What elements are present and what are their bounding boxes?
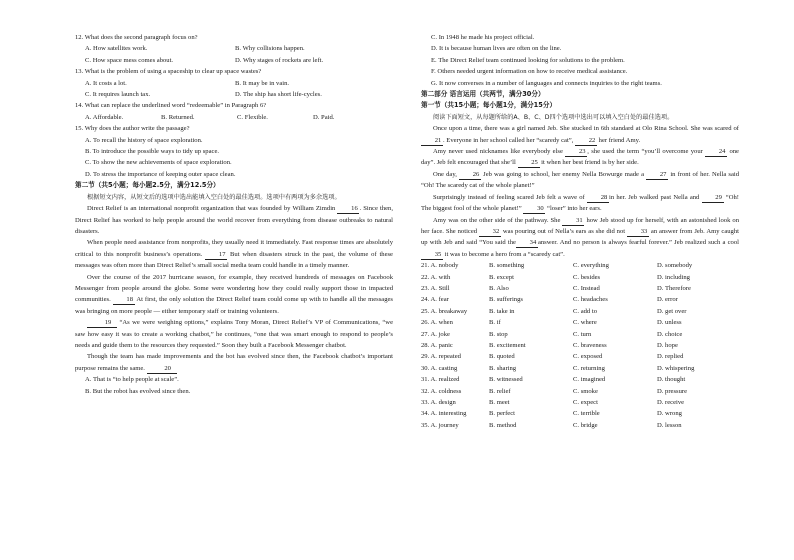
choice-option: D. unless [657, 319, 682, 327]
blank-25: 25 [518, 158, 540, 168]
c2-text-a: Amy never used nicknames like everybody else [433, 148, 563, 156]
choice-option: 23. A. Still [421, 284, 450, 292]
choice-option: C. smoke [573, 387, 598, 395]
q13-options-2 [75, 89, 393, 100]
passage-paragraph-4 [75, 317, 393, 351]
choice-option: D. get over [657, 307, 687, 315]
choice-row [421, 386, 739, 397]
choice-row [421, 420, 739, 431]
blank-16: 16 [337, 204, 359, 214]
blank-33: 33 [627, 227, 649, 237]
q14-options [75, 112, 393, 123]
choice-row [421, 329, 739, 340]
choice-row [421, 408, 739, 419]
choice-option: D. receive [657, 399, 685, 406]
choice-option: D. hope [657, 341, 678, 349]
c4-text-d: “loser” into her ears. [547, 205, 602, 213]
choice-option: 35. A. journey [421, 421, 459, 429]
choice-option: D. whispering [657, 364, 695, 372]
cloze-paragraph-1 [421, 123, 739, 146]
right-column [421, 32, 739, 431]
choice-option: C. Instead [573, 284, 600, 292]
passage-paragraph-3 [75, 272, 393, 318]
choice-option: 34. A. interesting [421, 410, 467, 418]
q13-option-d: D. The ship has short life-cycles. [235, 91, 322, 99]
q13-options [75, 78, 393, 89]
q14-option-b: B. Returned. [161, 113, 195, 121]
choice-option: D. lesson [657, 421, 682, 429]
choice-option: C. besides [573, 273, 601, 281]
q14-stem: 14. What can replace the underlined word “redeemable” in Paragraph 6? [75, 102, 267, 110]
choice-option: C. returning [573, 364, 605, 372]
p2-text-b: But when disasters struck in the past, the volume of these messages was often more than Direct Relief’s small social media team could handle in a timely manner. [75, 250, 393, 270]
section-instructions: 根据短文内容，从短文后的选项中选出能填入空白处的最佳选项。选项中有两项为多余选项。 [87, 193, 341, 201]
blank-20: 20 [147, 364, 177, 374]
option-b: B. But the robot has evolved since then. [85, 387, 191, 395]
c4-text-b: in her. Jeb walked past Nella and [608, 193, 700, 201]
q15-option-b: B. To introduce the possible ways to tidy up space. [85, 148, 220, 156]
choice-row [421, 374, 739, 385]
c5-text-e: answer. And no person is always fearful forever.” Jeb realized such a cool [537, 239, 739, 247]
c5-text-d: an answer from Jeb. Amy caught up with Jeb and said “You said the [421, 227, 739, 247]
choice-option: C. terrible [573, 410, 600, 418]
passage-paragraph-2 [75, 237, 393, 271]
choice-option: D. pressure [657, 387, 688, 395]
q15-option-c: C. To show the new achievements of space exploration. [85, 159, 232, 167]
choice-option: C. braveness [573, 341, 607, 349]
blank-22: 22 [575, 136, 597, 146]
blank-26: 26 [459, 170, 481, 180]
q15-option-d: D. To stress the importance of keeping outer space clean. [85, 170, 236, 178]
choice-row [421, 317, 739, 328]
blank-27: 27 [646, 170, 668, 180]
c5-text-f: it was to become a hero from a “scaredy cat”. [444, 250, 565, 258]
q14-option-a: A. Affordable. [85, 113, 124, 121]
choice-row [421, 272, 739, 283]
choice-option: B. witnessed [489, 376, 523, 384]
blank-32: 32 [479, 227, 501, 237]
c1-text-c: her friend Amy. [598, 136, 641, 144]
p2-text-a: When people need assistance from nonprofits, they usually need it immediately. Fast response times are absolutely critical to this nonprofit business’s operations. [75, 239, 393, 258]
blank-34: 34 [516, 238, 538, 248]
choice-row [421, 397, 739, 408]
choice-option: 22. A. with [421, 273, 451, 281]
choice-option: B. if [489, 319, 501, 327]
blank-35: 35 [421, 250, 443, 260]
blank-24: 24 [705, 147, 727, 157]
choice-option: C. where [573, 319, 597, 327]
q14-option-c: C. Flexible. [237, 113, 268, 121]
choice-option: 26. A. when [421, 319, 453, 327]
passage-paragraph-1 [75, 203, 393, 237]
choice-option: 27. A. joke [421, 330, 450, 338]
choice-option: B. excitement [489, 341, 526, 349]
choice-option: 21. A. nobody [421, 262, 459, 270]
q15-stem: 15. Why does the author write the passage? [75, 125, 190, 133]
choice-option: D. wrong [657, 410, 682, 418]
choice-option: 28. A. panic [421, 341, 453, 349]
choice-option: C. turn [573, 330, 592, 338]
cloze-paragraph-5 [421, 215, 739, 261]
q12-options-2 [75, 55, 393, 66]
c3-text-b: Jeb was going to school, her enemy Nella Bowurge made a [483, 170, 645, 178]
passage-paragraph-5 [75, 351, 393, 374]
c5-text-b: how Jeb stood up for herself, with an astonished look on her face. She noticed [421, 216, 739, 235]
choice-option: C. add to [573, 307, 597, 315]
c2-text-d: it when her best friend is by her side. [541, 159, 639, 167]
p5-text: Though the team has made improvements and the bot has evolved since then, the Facebook chatbot’s important purpose remains the same. [75, 353, 393, 372]
q12-options [75, 43, 393, 54]
blank-17: 17 [205, 250, 227, 260]
choice-option: C. everything [573, 262, 609, 270]
choice-row [421, 306, 739, 317]
choice-option: B. sufferings [489, 296, 523, 304]
q14-option-d: D. Paid. [313, 113, 335, 121]
q13-option-c: C. It requires launch tax. [85, 91, 151, 99]
choice-option: C. headaches [573, 296, 608, 304]
cloze-paragraph-3 [421, 169, 739, 192]
option-g: G. It now converses in a number of languages and connects inquiries to the right teams. [431, 79, 662, 87]
c2-text-c: one day”. Jeb felt encouraged that she’ll [421, 148, 739, 167]
c5-text-a: Amy was on the other side of the pathway. She [433, 216, 561, 224]
blank-29: 29 [702, 193, 724, 203]
choice-option: 24. A. fear [421, 296, 449, 304]
choice-option: 32. A. coldness [421, 387, 462, 395]
q13-option-b: B. It may be in vain. [235, 79, 290, 87]
choice-option: B. method [489, 421, 517, 429]
q12-option-c: C. How space mess comes about. [85, 56, 174, 64]
choice-row [421, 294, 739, 305]
choice-option: B. quoted [489, 353, 515, 361]
choice-row [421, 363, 739, 374]
blank-30: 30 [523, 204, 545, 214]
cloze-instructions: 阅读下面短文，从每题所给的A、B、C、D四个选项中选出可以填入空白处的最佳选项。 [433, 113, 674, 121]
q12-option-b: B. Why collisions happen. [235, 45, 305, 53]
choice-option: D. choice [657, 330, 683, 338]
c5-text-c: was pouring out of Nella’s ears as she did not [502, 227, 626, 235]
p1-text-b: . Since then, Direct Relief has worked to help people around the world recover from everything from disease outbreaks to natural disasters. [75, 205, 393, 235]
c3-text-c: in front of her. Nella said “Oh! The scaredy cat of the whole planet!” [421, 170, 740, 190]
choice-option: 31. A. realized [421, 376, 460, 384]
option-c: C. In 1948 he made his project official. [431, 34, 535, 41]
c3-text-a: One day, [433, 170, 457, 178]
choice-option: C. exposed [573, 353, 603, 361]
cloze-paragraph-4 [421, 192, 739, 215]
blank-23: 23 [565, 147, 587, 157]
choice-option: B. sharing [489, 364, 517, 372]
choice-option: D. error [657, 296, 678, 304]
c4-text-c: “Oh! The biggest fool of the whole planet!” [421, 193, 739, 213]
c4-text-a: Surprisingly instead of feeling scared Jeb felt a wave of [433, 193, 585, 201]
c1-text-a: Once upon a time, there was a girl named Jeb. She stucked in 6th standard at Olo Rina School. She was scared of [433, 125, 739, 133]
choice-row [421, 260, 739, 271]
choice-option: B. take in [489, 307, 515, 315]
choice-option: D. including [657, 273, 690, 281]
choice-option: B. except [489, 273, 514, 281]
choice-option: B. meet [489, 399, 510, 406]
choice-option: 29. A. repeated [421, 353, 461, 361]
choice-option: D. replied [657, 353, 684, 361]
choice-row [421, 283, 739, 294]
option-f: F. Others needed urgent information on how to receive medical assistance. [431, 68, 628, 76]
part2-heading: 第二部分 语言运用（共两节，满分30分） [421, 90, 545, 99]
choice-option: B. Also [489, 284, 509, 292]
choice-option: 25. A. breakaway [421, 307, 468, 315]
option-e: E. The Direct Relief team continued looking for solutions to the problem. [431, 56, 625, 64]
blank-31: 31 [562, 216, 584, 226]
p3-text-a: Over the course of the 2017 hurricane season, for example, they received hundreds of messages on Facebook Messenger from people around the globe. Some were wondering how they could really support those in impacted communities. [75, 273, 393, 304]
choice-option: 30. A. casting [421, 364, 458, 372]
c1-text-b: . Everyone in her school called her “scaredy cat”, [443, 136, 574, 144]
q13-stem: 13. What is the problem of using a spaceship to clear up space wastes? [75, 68, 262, 76]
option-a: A. That is “to help people at scale”. [85, 376, 179, 384]
blank-18: 18 [113, 295, 135, 305]
blank-21: 21 [421, 136, 443, 146]
q12-option-a: A. How satellites work. [85, 45, 148, 53]
choice-option: B. relief [489, 387, 511, 395]
p4-text: “As we were weighing options,” explains Tony Moran, Direct Relief’s VP of Communications, “we saw how easy it was to create a working chatbot,” he continues, “one that was smart enough to respond to people’s needs and guide them to the resources they requested.” Soon they built a Facebook Messenger chatbot. [75, 319, 393, 349]
choice-option: D. Therefore [657, 284, 691, 292]
choice-option: C. expect [573, 399, 598, 406]
choice-option: C. bridge [573, 421, 598, 429]
blank-28: 28 [587, 193, 609, 203]
q13-option-a: A. It costs a lot. [85, 79, 127, 87]
choice-option: 33. A. design [421, 399, 456, 406]
q15-option-a: A. To recall the history of space exploration. [85, 136, 203, 144]
choice-option: B. something [489, 262, 525, 270]
choice-option: C. imagined [573, 376, 606, 384]
cloze-paragraph-2 [421, 146, 739, 169]
section1-heading: 第一节（共15小题；每小题1分，满分15分） [421, 101, 557, 110]
choice-row [421, 351, 739, 362]
left-column [75, 32, 393, 397]
choice-row [421, 340, 739, 351]
c2-text-b: , she used the term “you’ll overcome your [587, 148, 703, 156]
p1-text-a: Direct Relief is an international nonprofit organization that was founded by William Zimdin [87, 205, 336, 213]
choice-option: D. somebody [657, 262, 693, 270]
q12-option-d: D. Why stages of rockets are left. [235, 56, 324, 64]
option-d: D. It is because human lives are often on the line. [431, 45, 562, 53]
section-heading: 第二节（共5小题；每小题2.5分，满分12.5分） [75, 181, 220, 190]
choice-option: B. perfect [489, 410, 515, 418]
q12-stem: 12. What does the second paragraph focus on? [75, 34, 198, 41]
choice-option: B. stop [489, 330, 508, 338]
choice-option: D. thought [657, 376, 686, 384]
choice-table [421, 260, 739, 431]
blank-19: 19 [87, 318, 117, 328]
p3-text-b: At first, the only solution the Direct Relief team could come up with to handle all the messages was bringing on more people — either temporary staff or training volunteers. [75, 296, 393, 315]
